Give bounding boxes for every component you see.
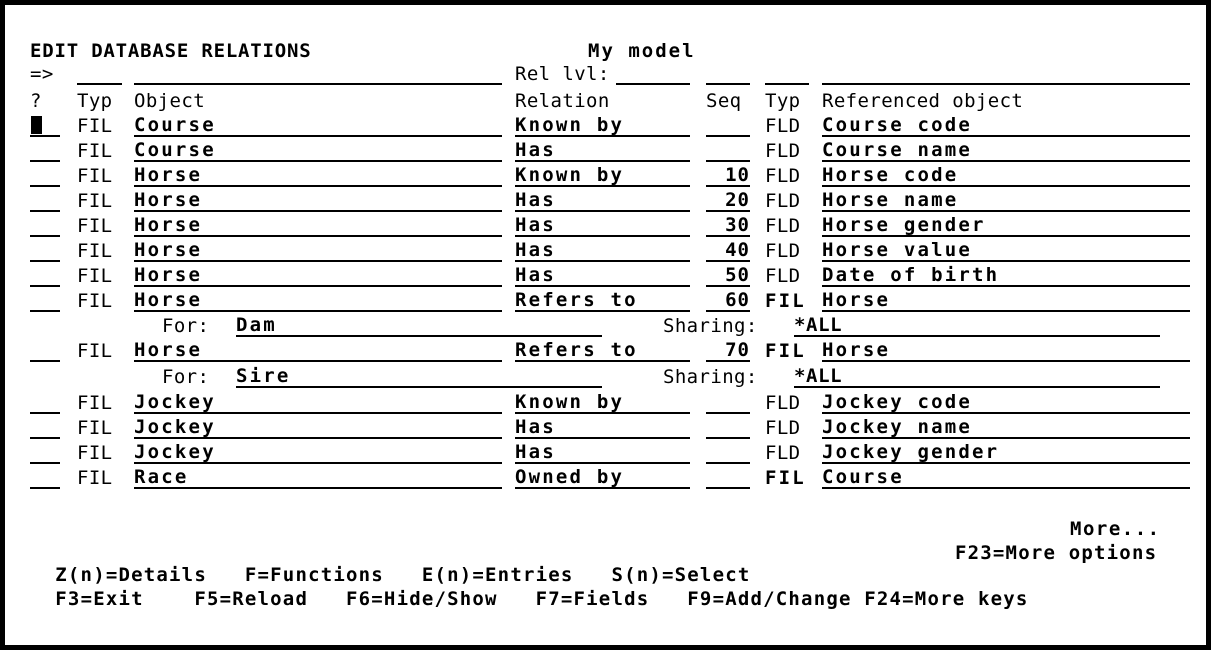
function-keys-line-2 — [30, 566, 1029, 610]
row-typ: FIL — [77, 467, 113, 489]
row-object[interactable]: Race — [134, 467, 502, 489]
key-details[interactable]: Z(n)=Details — [55, 564, 207, 586]
key-hide-show[interactable]: F6=Hide/Show — [346, 588, 498, 610]
row-select-input[interactable] — [30, 392, 60, 414]
row-object[interactable]: Course — [134, 115, 502, 137]
command-input[interactable] — [134, 63, 502, 85]
text-cursor — [31, 116, 42, 134]
row-object[interactable]: Jockey — [134, 392, 502, 414]
header-select: ? — [30, 90, 42, 112]
row-relation[interactable]: Has — [515, 190, 690, 212]
header-typ: Typ — [77, 90, 113, 112]
row-relation[interactable]: Known by — [515, 392, 690, 414]
row-ref-typ: FLD — [765, 265, 801, 287]
header-referenced-object: Referenced object — [822, 90, 1024, 112]
row-select-input[interactable] — [30, 240, 60, 262]
for-input[interactable]: Sire — [236, 366, 602, 388]
command-prompt: => — [30, 63, 54, 85]
row-relation[interactable]: Owned by — [515, 467, 690, 489]
row-seq[interactable] — [706, 442, 750, 464]
header-relation: Relation — [515, 90, 610, 112]
row-ref-typ: FLD — [765, 417, 801, 439]
typ-filter-input[interactable] — [765, 63, 809, 85]
row-typ: FIL — [77, 115, 113, 137]
row-ref-typ: FLD — [765, 215, 801, 237]
row-referenced-object[interactable]: Horse value — [822, 240, 1190, 262]
row-select-input[interactable] — [30, 442, 60, 464]
row-seq[interactable] — [706, 392, 750, 414]
row-select-input[interactable] — [30, 215, 60, 237]
header-object: Object — [134, 90, 206, 112]
sharing-label: Sharing: — [663, 366, 758, 388]
row-referenced-object[interactable]: Jockey code — [822, 392, 1190, 414]
row-select-input[interactable] — [30, 467, 60, 489]
row-object[interactable]: Horse — [134, 265, 502, 287]
key-functions[interactable]: F=Functions — [244, 564, 384, 586]
row-ref-typ: FLD — [765, 190, 801, 212]
row-object[interactable]: Course — [134, 140, 502, 162]
for-input[interactable]: Dam — [236, 315, 602, 337]
header-ref-typ: Typ — [765, 90, 801, 112]
row-ref-typ: FIL — [765, 467, 806, 489]
row-select-input[interactable] — [30, 190, 60, 212]
row-referenced-object[interactable]: Jockey gender — [822, 442, 1190, 464]
rel-lvl-input[interactable] — [616, 63, 690, 85]
row-select-input[interactable] — [30, 340, 60, 362]
key-more-options[interactable]: F23=More options — [955, 542, 1158, 564]
row-seq[interactable]: 70 — [706, 340, 750, 362]
row-referenced-object[interactable]: Date of birth — [822, 265, 1190, 287]
row-ref-typ: FLD — [765, 392, 801, 414]
row-relation[interactable]: Refers to — [515, 340, 690, 362]
row-select-input[interactable] — [30, 265, 60, 287]
row-referenced-object[interactable]: Jockey name — [822, 417, 1190, 439]
for-label: For: — [162, 366, 210, 388]
row-typ: FIL — [77, 140, 113, 162]
model-name: My model — [588, 40, 696, 62]
row-relation[interactable]: Has — [515, 215, 690, 237]
row-select-input[interactable] — [30, 417, 60, 439]
row-ref-typ: FLD — [765, 240, 801, 262]
row-referenced-object[interactable]: Horse name — [822, 190, 1190, 212]
row-seq[interactable]: 20 — [706, 190, 750, 212]
row-select-input[interactable] — [30, 165, 60, 187]
row-referenced-object[interactable]: Horse gender — [822, 215, 1190, 237]
row-seq[interactable]: 60 — [706, 290, 750, 312]
row-referenced-object[interactable]: Course code — [822, 115, 1190, 137]
key-more-keys[interactable]: F24=More keys — [864, 588, 1029, 610]
row-typ: FIL — [77, 417, 113, 439]
more-indicator: More... — [1070, 518, 1161, 540]
row-ref-typ: FIL — [765, 340, 806, 362]
row-referenced-object[interactable]: Horse code — [822, 165, 1190, 187]
key-exit[interactable]: F3=Exit — [55, 588, 144, 610]
key-fields[interactable]: F7=Fields — [535, 588, 650, 610]
row-ref-typ: FIL — [765, 290, 806, 312]
sharing-input[interactable]: *ALL — [794, 366, 1160, 388]
row-ref-typ: FLD — [765, 140, 801, 162]
row-object[interactable]: Horse — [134, 165, 502, 187]
row-object[interactable]: Horse — [134, 240, 502, 262]
seq-filter-input[interactable] — [706, 63, 750, 85]
row-object[interactable]: Horse — [134, 340, 502, 362]
row-object[interactable]: Jockey — [134, 417, 502, 439]
row-relation[interactable]: Has — [515, 140, 690, 162]
row-typ: FIL — [77, 392, 113, 414]
sharing-input[interactable]: *ALL — [794, 315, 1160, 337]
row-object[interactable]: Horse — [134, 290, 502, 312]
rel-lvl-label: Rel lvl: — [515, 63, 610, 85]
row-typ: FIL — [77, 240, 113, 262]
row-seq[interactable]: 30 — [706, 215, 750, 237]
sharing-label: Sharing: — [663, 315, 758, 337]
row-relation[interactable]: Refers to — [515, 290, 690, 312]
row-select-input[interactable] — [30, 290, 60, 312]
row-typ: FIL — [77, 340, 113, 362]
row-referenced-object[interactable]: Horse — [822, 340, 1190, 362]
row-typ: FIL — [77, 190, 113, 212]
row-ref-typ: FLD — [765, 165, 801, 187]
row-object[interactable]: Horse — [134, 190, 502, 212]
row-select-input[interactable] — [30, 140, 60, 162]
screen-title: EDIT DATABASE RELATIONS — [30, 40, 312, 62]
key-select[interactable]: S(n)=Select — [611, 564, 751, 586]
row-referenced-object[interactable]: Course name — [822, 140, 1190, 162]
row-relation[interactable]: Known by — [515, 165, 690, 187]
row-typ: FIL — [77, 290, 113, 312]
row-typ: FIL — [77, 215, 113, 237]
row-ref-typ: FLD — [765, 442, 801, 464]
key-add-change[interactable]: F9=Add/Change — [687, 588, 852, 610]
row-seq[interactable]: 50 — [706, 265, 750, 287]
row-seq[interactable]: 40 — [706, 240, 750, 262]
header-seq: Seq — [706, 90, 742, 112]
row-seq[interactable] — [706, 115, 750, 137]
row-seq[interactable] — [706, 467, 750, 489]
row-relation[interactable]: Has — [515, 417, 690, 439]
row-relation[interactable]: Has — [515, 265, 690, 287]
row-seq[interactable]: 10 — [706, 165, 750, 187]
row-referenced-object[interactable]: Course — [822, 467, 1190, 489]
row-seq[interactable] — [706, 417, 750, 439]
row-typ: FIL — [77, 265, 113, 287]
for-label: For: — [162, 315, 210, 337]
row-typ: FIL — [77, 165, 113, 187]
row-seq[interactable] — [706, 140, 750, 162]
command-input-short[interactable] — [77, 63, 122, 85]
row-ref-typ: FLD — [765, 115, 801, 137]
row-relation[interactable]: Known by — [515, 115, 690, 137]
row-object[interactable]: Jockey — [134, 442, 502, 464]
row-relation[interactable]: Has — [515, 442, 690, 464]
key-reload[interactable]: F5=Reload — [194, 588, 309, 610]
ref-object-filter-input[interactable] — [822, 63, 1190, 85]
row-referenced-object[interactable]: Horse — [822, 290, 1190, 312]
key-entries[interactable]: E(n)=Entries — [421, 564, 574, 586]
row-typ: FIL — [77, 442, 113, 464]
row-object[interactable]: Horse — [134, 215, 502, 237]
row-relation[interactable]: Has — [515, 240, 690, 262]
